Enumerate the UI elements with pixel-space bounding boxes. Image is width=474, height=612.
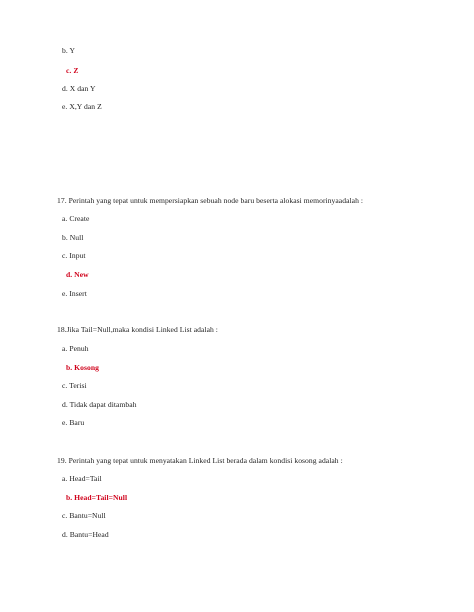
- option-17-a: a. Create: [62, 214, 90, 223]
- option-17-e: e. Insert: [62, 289, 87, 298]
- option-16-b: b. Y: [62, 46, 75, 55]
- question-18: 18.Jika Tail=Null,maka kondisi Linked List adalah :: [57, 325, 218, 334]
- option-17-c: c. Input: [62, 251, 86, 260]
- option-17-b: b. Null: [62, 233, 84, 242]
- question-17: 17. Perintah yang tepat untuk mempersiapkan sebuah node baru beserta alokasi memorinyaadalah :: [57, 196, 364, 205]
- option-18-c: c. Terisi: [62, 381, 87, 390]
- option-18-e: e. Baru: [62, 418, 85, 427]
- question-19: 19. Perintah yang tepat untuk menyatakan Linked List berada dalam kondisi kosong adalah :: [57, 456, 343, 465]
- option-19-b-correct: b. Head=Tail=Null: [66, 493, 128, 502]
- option-16-c-correct: c. Z: [66, 66, 79, 75]
- option-19-c: c. Bantu=Null: [62, 511, 106, 520]
- option-18-b-correct: b. Kosong: [66, 363, 99, 372]
- option-16-e: e. X,Y dan Z: [62, 102, 102, 111]
- option-17-d-correct: d. New: [66, 270, 89, 279]
- option-19-d: d. Bantu=Head: [62, 530, 109, 539]
- option-16-d: d. X dan Y: [62, 84, 96, 93]
- option-18-d: d. Tidak dapat ditambah: [62, 400, 137, 409]
- option-18-a: a. Penuh: [62, 344, 89, 353]
- option-19-a: a. Head=Tail: [62, 474, 102, 483]
